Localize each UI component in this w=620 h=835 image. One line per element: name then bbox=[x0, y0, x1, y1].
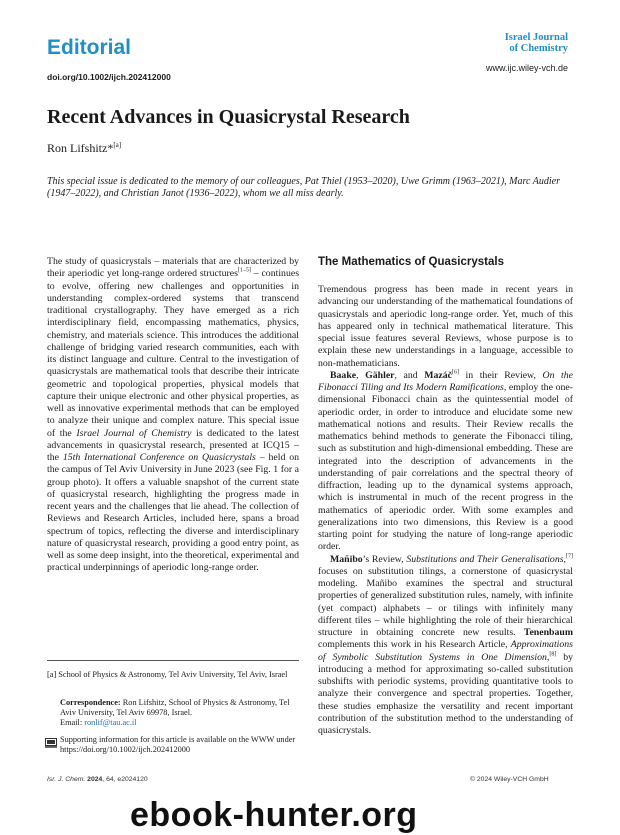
right-column bbox=[318, 284, 573, 737]
intro-paragraph: The study of quasicrystals – materials that are characterized by their aperiodic yet long-range ordered structures[1–5] – continues to evolve, offering new challenges and opportunities in understanding complex-ordered systems that transcend traditional crystallography. They have emerged as a rich interdisciplinary field, encompassing mathematics, physics, chemistry, and materials science. This introduces the additional challenge of bridging varied research communities, each with its distinct language and culture. Central to the investigation of quasicrystals are mathematical tools that describe their intricate geometric and topological properties, physical models that capture their unique electronic and other physical properties, as well as innovative experimental methods that can be employed to analyze their unique and complex nature. This special issue of the Israel Journal of Chemistry is dedicated to the latest advancements in quasicrystal research, presented at ICQ15 – the 15th International Conference on Quasicrystals – held on the campus of Tel Aviv University in June 2023 (see Fig. 1 for a group photo). It offers a valuable snapshot of the current state of quasicrystal research, highlighting the progress made in recent years and the challenges that lie ahead. The collection of Reviews and Research Articles, included here, spans a broad spectrum of topics, reflecting the diverse and interdisciplinary nature of quasicrystal research, providing a good entry point, as well as some deep insight, into the theoretical, experimental and practical underpinnings of aperiodic long-range order. bbox=[47, 256, 300, 574]
journal-logo bbox=[505, 32, 568, 54]
article-title: Recent Advances in Quasicrystal Research bbox=[47, 106, 410, 128]
journal-name-line1: Israel Journal bbox=[504, 32, 568, 43]
footnote-divider bbox=[47, 660, 299, 661]
email-link[interactable]: ronlif@tau.ac.il bbox=[84, 718, 137, 728]
left-column bbox=[47, 256, 299, 575]
paragraph: Baake, Gähler, and Mazáč[6] in their Review, On the Fibonacci Tiling and Its Modern Ramifications, employ the one-dimensional Fibonacci chain as the quintessential model of aperiodic order, in order to introduce and elucidate some new mathematical notions and results. Their Review recalls the mathematics behind methods to generate the Fibonacci tiling, such as substitution and high-dimensional embedding. These are integrated into the description of advancements in the understanding of pair correlations and the spectral theory of diffraction, leading up to the dynamical systems approach, which is instrumental in much of the recent progress in the mathematics of aperiodic order. With some examples and generalizations into two dimensions, this Review is a good starting point for studying the nature of long-range aperiodic order. bbox=[318, 369, 573, 553]
page-footer-copyright: © 2024 Wiley-VCH GmbH bbox=[470, 776, 549, 783]
conference-name: 15th International Conference on Quasicrystals bbox=[62, 452, 256, 463]
paragraph: Mañibo’s Review, Substitutions and Their Generalisations,[7] focuses on substitution tilings, a cornerstone of quasicrystal modeling. Mañibo examines the spectral and structural properties of generalized substitution rules, namely, with infinite (yet compact) alphabets – or tilings with infinitely many different tiles – while highlighting the role of their hierarchical structure in obtaining concrete new results. Tenenbaum complements this work in his Research Article, Approximations of Symbolic Substitution Systems in One Dimension,[8] by introducing a method for approximating so-called substitution subshifts with periodic systems, providing quantitative tools to analyze their convergence and spectral properties. Together, these studies emphasize the versatility and recent important contribution of the substitution method to the understanding of quasicrystals. bbox=[318, 553, 573, 736]
supporting-info-icon bbox=[45, 735, 57, 753]
doi[interactable]: doi.org/10.1002/ijch.202412000 bbox=[47, 72, 171, 82]
author bbox=[47, 141, 121, 156]
section-label: Editorial bbox=[47, 36, 132, 59]
journal-name-ref: Israel Journal of Chemistry bbox=[76, 427, 192, 439]
journal-url[interactable]: www.ijc.wiley-vch.de bbox=[485, 63, 568, 73]
section-heading: The Mathematics of Quasicrystals bbox=[318, 256, 504, 268]
page-footer-citation: Isr. J. Chem. 2024, 64, e2024120 bbox=[47, 776, 148, 783]
author-name: Ron Lifshitz* bbox=[47, 141, 114, 155]
affiliation-footnote: [a] School of Physics & Astronomy, Tel Aviv University, Tel Aviv, Israel bbox=[47, 670, 288, 679]
correspondence-footnote: Correspondence: Ron Lifshitz, School of Physics & Astronomy, Tel Aviv University, Tel Aviv 69978, Israel. Email: ronlif@tau.ac.il bbox=[60, 698, 290, 728]
ref-1-5[interactable]: [1–5] bbox=[237, 267, 251, 274]
ref-6[interactable]: [6] bbox=[451, 369, 459, 376]
author-affil-mark: [a] bbox=[113, 141, 122, 149]
dedication: This special issue is dedicated to the memory of our colleagues, Pat Thiel (1953–2020), Uwe Grimm (1963–2021), Marc Audier (1947–2022), and Christian Janot (1936–2022), whom we all miss dearly. bbox=[47, 176, 560, 200]
paragraph: Tremendous progress has been made in recent years in advancing our understanding of the mathematical foundations of quasicrystals and aperiodic long-range order. Yet, much of this has appeared only in technical mathematical literature. This special issue features several Reviews, whose purpose is to explain these new understandings in a language, accessible to non-mathematicians. bbox=[318, 284, 573, 369]
journal-name-line2: of Chemistry bbox=[509, 43, 568, 54]
supporting-info-footnote: Supporting information for this article is available on the WWW under https://doi.org/10.1002/ijch.202412000 bbox=[60, 735, 296, 755]
ref-7[interactable]: [7] bbox=[565, 553, 573, 560]
ref-8[interactable]: [8] bbox=[549, 651, 557, 658]
watermark: ebook-hunter.org bbox=[130, 796, 418, 834]
